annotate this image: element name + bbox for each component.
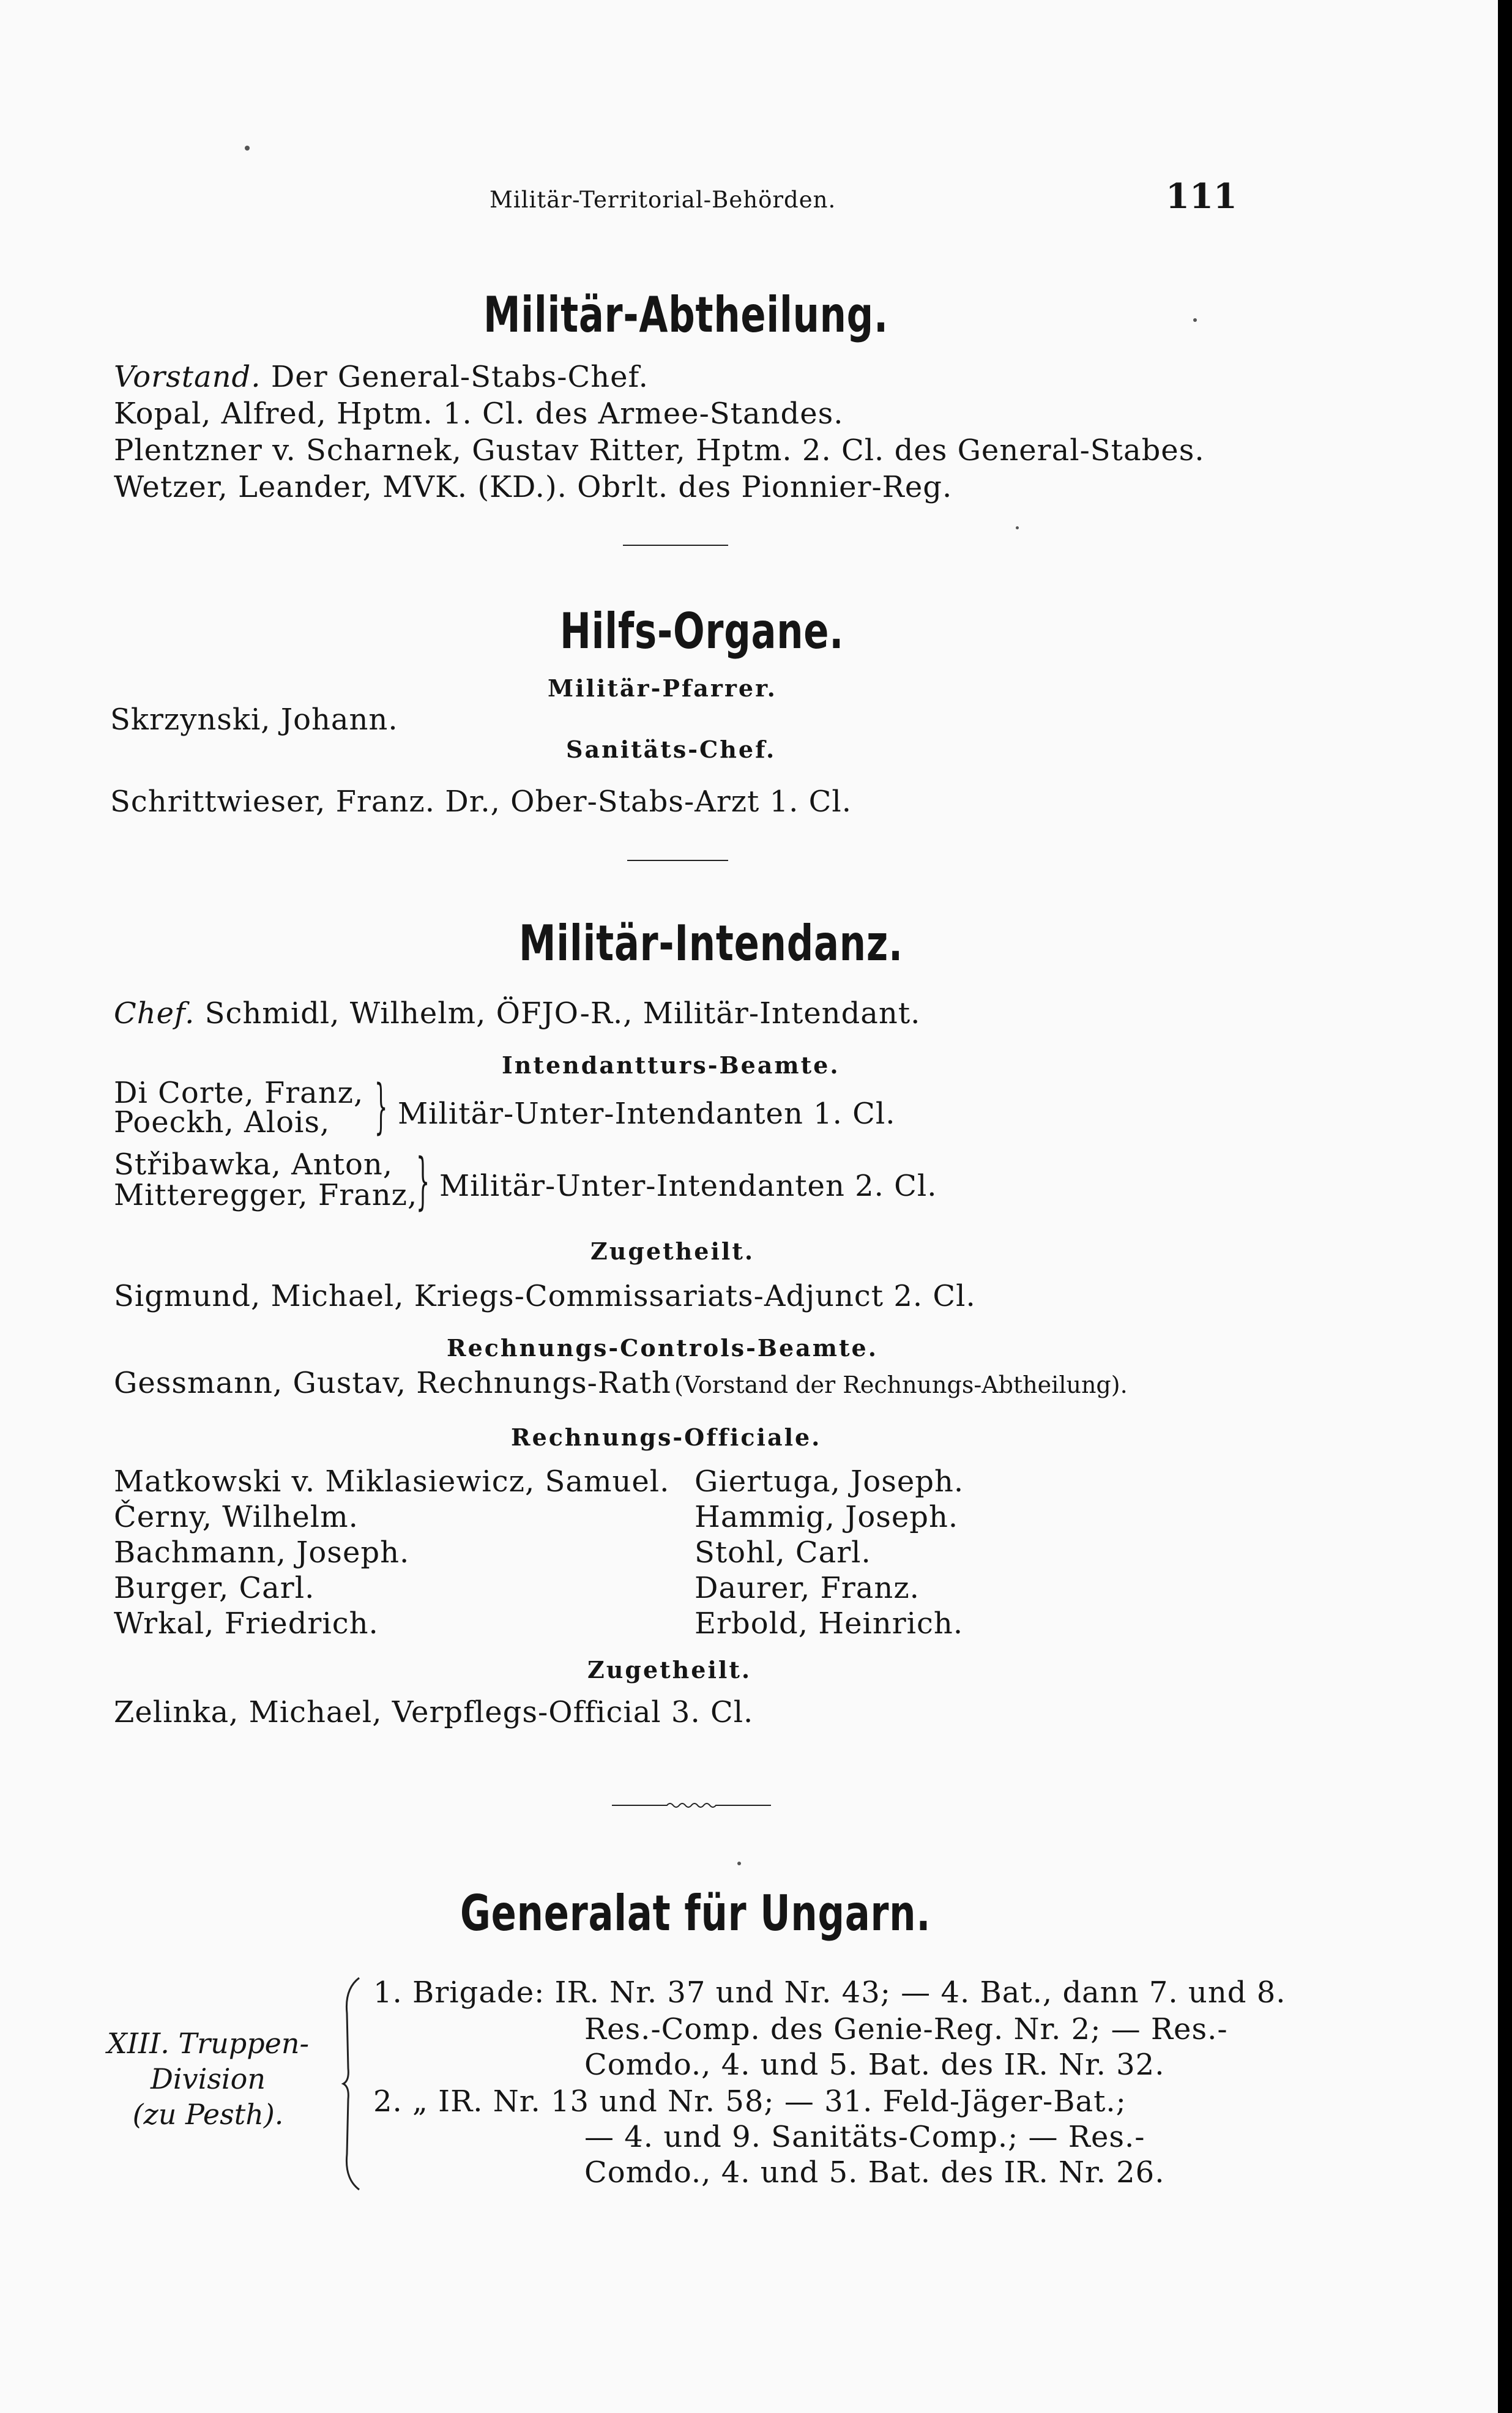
section-divider <box>627 860 728 861</box>
officiale-entry: Stohl, Carl. <box>695 1535 871 1570</box>
officiale-entry: Hammig, Joseph. <box>695 1500 959 1534</box>
chef-label: Chef. <box>114 996 195 1031</box>
sanitaets-name: Schrittwieser, Franz. Dr., Ober-Stabs-Arzt 1. Cl. <box>110 785 852 819</box>
division-label <box>86 2026 330 2132</box>
brigade-line: Res.-Comp. des Genie-Reg. Nr. 2; — Res.- <box>584 2012 1228 2046</box>
brigade-line: 1. Brigade: IR. Nr. 37 und Nr. 43; — 4. Bat., dann 7. und 8. <box>373 1975 1286 2010</box>
brace-icon: } <box>374 1072 388 1141</box>
page-number: 111 <box>1166 176 1237 217</box>
name-entry: Poeckh, Alois, <box>114 1105 330 1139</box>
group2-names <box>114 1149 417 1210</box>
division-label-line: (zu Pesth). <box>132 2098 284 2131</box>
running-header: Militär-Territorial-Behörden. <box>490 187 836 213</box>
officiale-entry: Matkowski v. Miklasiewicz, Samuel. <box>114 1464 670 1499</box>
name-entry: Střibawka, Anton, <box>114 1147 393 1182</box>
member-line: Wetzer, Leander, MVK. (KD.). Obrlt. des Pionnier-Reg. <box>114 470 953 504</box>
name-entry: Di Corte, Franz, <box>114 1076 364 1110</box>
brigade-line: — 4. und 9. Sanitäts-Comp.; — Res.- <box>584 2120 1145 2154</box>
brace-icon: } <box>416 1145 430 1217</box>
subheading-officiale: Rechnungs-Officiale. <box>511 1423 822 1451</box>
group1-rank: Militär-Unter-Intendanten 1. Cl. <box>398 1097 896 1131</box>
brigade-line: Comdo., 4. und 5. Bat. des IR. Nr. 26. <box>584 2155 1165 2190</box>
division-label-line: Division <box>151 2062 266 2095</box>
subheading-zugetheilt: Zugetheilt. <box>590 1237 755 1265</box>
officiale-left-column <box>114 1464 669 1641</box>
section-title-hilfs-organe: Hilfs-Organe. <box>560 603 844 660</box>
officiale-right-column <box>695 1464 964 1641</box>
vorstand-label: Vorstand. <box>114 360 261 394</box>
section-title-militaer-abtheilung: Militär-Abtheilung. <box>483 286 888 343</box>
section-divider <box>623 545 728 546</box>
division-label-line: XIII. Truppen- <box>106 2027 310 2060</box>
officiale-entry: Erbold, Heinrich. <box>695 1606 964 1641</box>
subheading-pfarrer: Militär-Pfarrer. <box>548 674 777 702</box>
subheading-sanitaets: Sanitäts-Chef. <box>566 736 776 763</box>
vorstand-text: Der General-Stabs-Chef. <box>270 360 649 394</box>
ornamental-divider <box>612 1799 771 1811</box>
officiale-entry: Černy, Wilhelm. <box>114 1500 359 1534</box>
subheading-beamte: Intendantturs-Beamte. <box>502 1051 840 1079</box>
zugetheilt-text: Sigmund, Michael, Kriegs-Commissariats-Adjunct 2. Cl. <box>114 1279 976 1313</box>
controls-note: (Vorstand der Rechnungs-Abtheilung). <box>674 1371 1128 1398</box>
scan-speck <box>1193 318 1197 322</box>
chef-text: Schmidl, Wilhelm, ÖFJO-R., Militär-Intendant. <box>204 996 921 1031</box>
vorstand-line <box>114 360 649 394</box>
brigade-line: Comdo., 4. und 5. Bat. des IR. Nr. 32. <box>584 2048 1165 2082</box>
officiale-entry: Daurer, Franz. <box>695 1571 920 1605</box>
group2-rank: Militär-Unter-Intendanten 2. Cl. <box>439 1169 937 1203</box>
scan-speck <box>1016 526 1019 529</box>
brigade-line: 2. „ IR. Nr. 13 und Nr. 58; — 31. Feld-Jäger-Bat.; <box>373 2084 1127 2119</box>
subheading-controls: Rechnungs-Controls-Beamte. <box>447 1334 878 1362</box>
officiale-entry: Burger, Carl. <box>114 1571 315 1605</box>
member-line: Kopal, Alfred, Hptm. 1. Cl. des Armee-Standes. <box>114 397 844 431</box>
scan-border <box>1498 0 1512 2413</box>
scan-speck <box>245 146 250 151</box>
zugetheilt-text: Zelinka, Michael, Verpflegs-Official 3. Cl. <box>114 1695 754 1729</box>
section-title-generalat: Generalat für Ungarn. <box>460 1885 931 1942</box>
pfarrer-name: Skrzynski, Johann. <box>110 703 398 737</box>
member-line: Plentzner v. Scharnek, Gustav Ritter, Hptm. 2. Cl. des General-Stabes. <box>114 433 1205 468</box>
section-title-intendanz: Militär-Intendanz. <box>519 915 903 972</box>
chef-line <box>114 996 920 1031</box>
officiale-entry: Wrkal, Friedrich. <box>114 1606 379 1641</box>
controls-text: Gessmann, Gustav, Rechnungs-Rath <box>114 1366 671 1400</box>
controls-line <box>114 1366 1128 1400</box>
officiale-entry: Giertuga, Joseph. <box>695 1464 964 1499</box>
large-brace-icon <box>340 1977 364 2191</box>
subheading-zugetheilt: Zugetheilt. <box>587 1656 752 1684</box>
officiale-entry: Bachmann, Joseph. <box>114 1535 410 1570</box>
scan-speck <box>737 1862 741 1865</box>
name-entry: Mitteregger, Franz, <box>114 1178 418 1212</box>
group1-names <box>114 1078 363 1137</box>
